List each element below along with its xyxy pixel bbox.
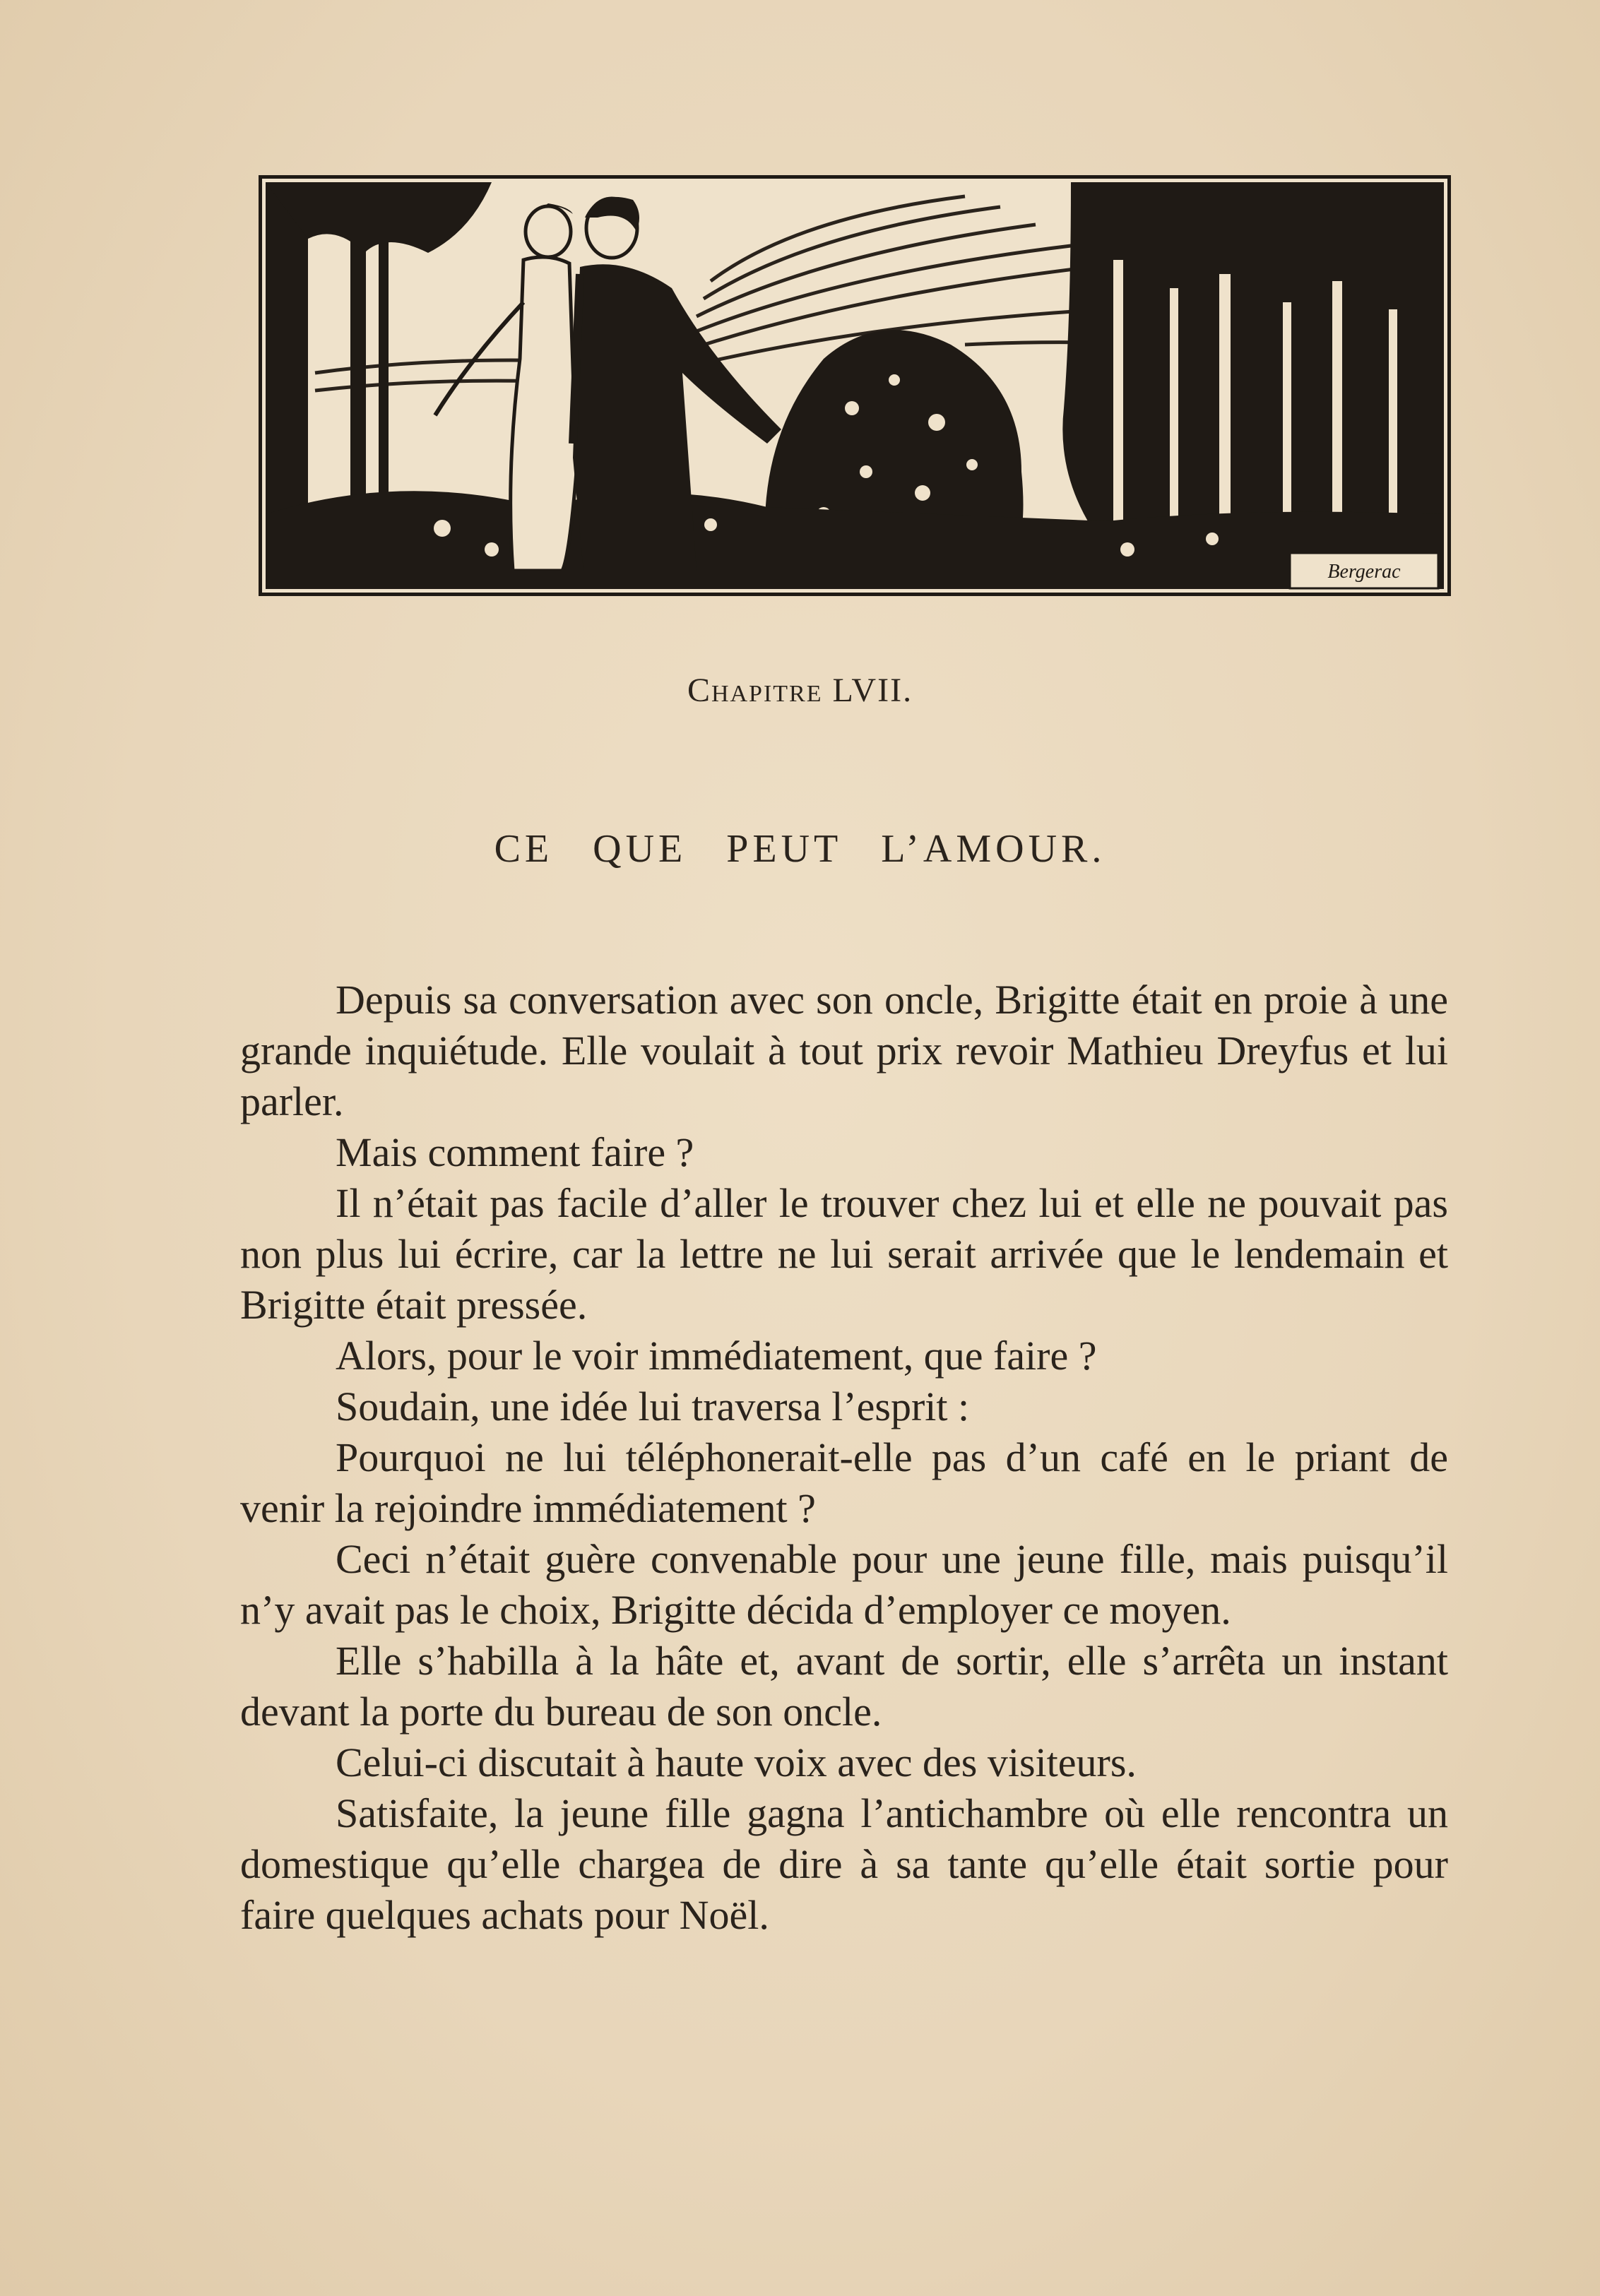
chapter-body (240, 975, 1448, 1941)
chapter-label: Chapitre (687, 672, 823, 709)
illustration-signature: Bergerac (1327, 561, 1401, 583)
chapter-number: LVII. (832, 672, 913, 709)
paragraph: Celui-ci discutait à haute voix avec des visiteurs. (336, 1739, 1137, 1785)
paragraph: Il n’était pas facile d’aller le trouver chez lui et elle ne pouvait pas non plus lui écrire, car la lettre ne lui serait arrivée que le lendemain et Brigitte était pressée. (240, 1180, 1448, 1328)
chapter-header-illustration (259, 175, 1451, 596)
paragraph: Ceci n’était guère convenable pour une jeune fille, mais puisqu’il n’y avait pas le choix, Brigitte décida d’employer ce moyen. (240, 1536, 1448, 1633)
paragraph: Alors, pour le voir immédiatement, que faire ? (336, 1333, 1097, 1379)
paragraph: Depuis sa conversation avec son oncle, Brigitte était en proie à une grande inquiétude. Elle voulait à tout prix revoir Mathieu Dreyfus et lui parler. (240, 977, 1448, 1124)
paragraph: Mais comment faire ? (336, 1129, 694, 1175)
paragraph: Pourquoi ne lui téléphonerait-elle pas d’un café en le priant de venir la rejoindre immédiatement ? (240, 1434, 1448, 1531)
chapter-title: CE QUE PEUT L’AMOUR. (494, 827, 1106, 871)
paragraph: Elle s’habilla à la hâte et, avant de sortir, elle s’arrêta un instant devant la porte du bureau de son oncle. (240, 1638, 1448, 1735)
chapter-heading (0, 671, 1600, 710)
paragraph: Satisfaite, la jeune fille gagna l’antichambre où elle rencontra un domestique qu’elle chargea de dire à sa tante qu’elle était sortie pour faire quelques achats pour Noël. (240, 1790, 1448, 1938)
paragraph: Soudain, une idée lui traversa l’esprit : (336, 1384, 970, 1429)
